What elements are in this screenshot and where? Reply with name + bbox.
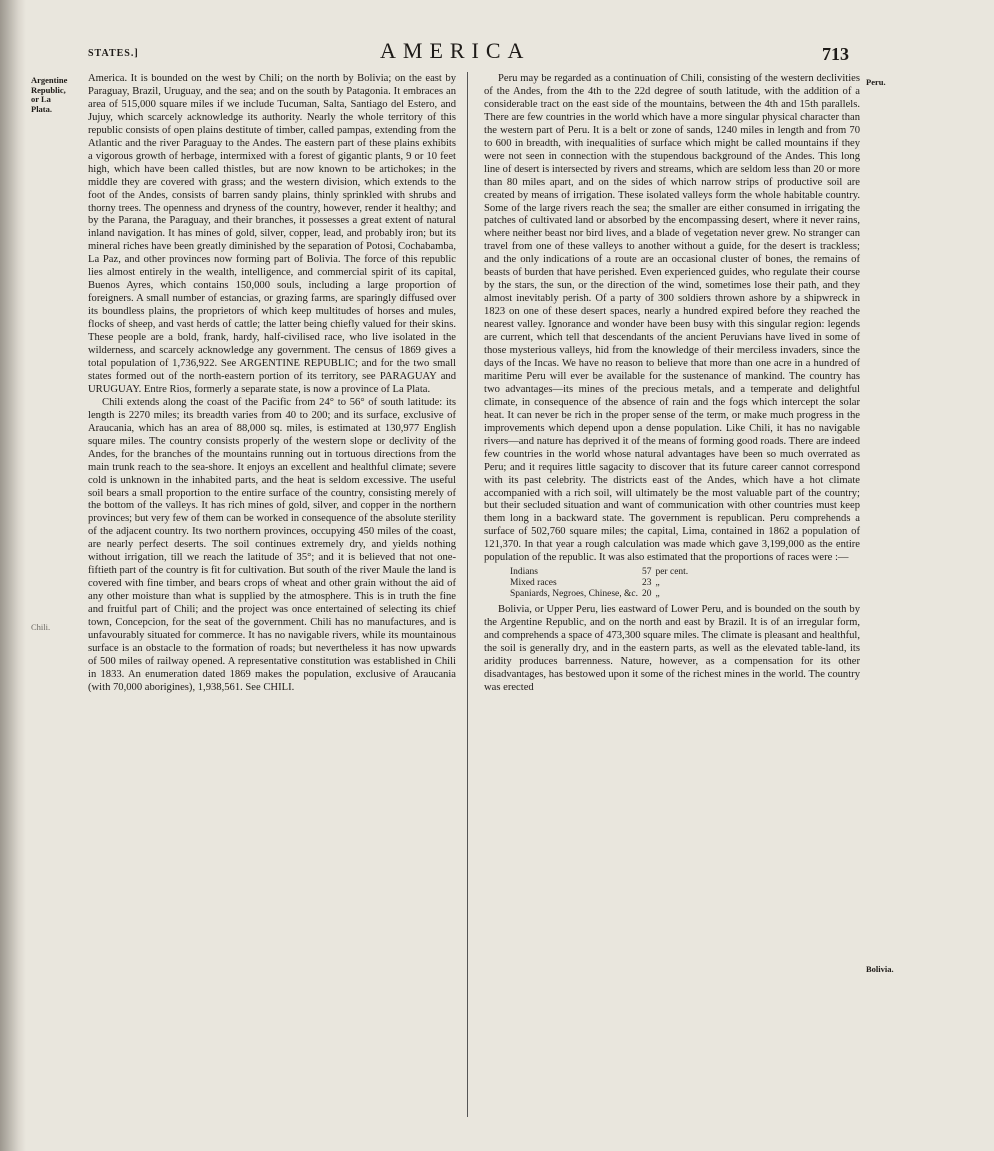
race-value: 20	[641, 589, 652, 600]
running-head-title: AMERICA	[380, 38, 531, 63]
margin-note-chili: Chili.	[31, 622, 51, 632]
margin-note-argentine: Argentine Republic, or La Plata.	[31, 75, 68, 114]
race-value: 23	[641, 578, 652, 589]
margin-note-peru: Peru.	[866, 77, 886, 87]
paragraph-peru: Peru may be regarded as a continuation of Chili, consisting of the western declivities of the Andes, from the 4th to the 22d degree of south latitude, with the addition of a considerable tract on the east side of the mountains, between the 4th and 15th parallels. There are few countries in the world which have a more singular physical character than the western part of Peru. It is a belt or zone of sands, 1240 miles in length and from 70 to 600 in breadth, with inequalities of surface which might be called mountains if they were not seen in connection with the stupendous background of the Andes. This long line of desert is intersected by rivers and streams, which are seldom less than 20 or more than 80 miles apart, and on the sides of which narrow strips of productive soil are created by means of irrigation. These isolated valleys form the whole habitable country. Some of the large rivers reach the sea; the smaller are either consumed in irrigating the patches of cultivated land or absorbed by the encompassing desert, where it never rains, where neither beast nor bird lives, and a blade of vegetation never grew. No stranger can travel from one of these valleys to another without a guide, for the desert is trackless; and the only indications of a route are an occasional cluster of bones, the remains of beasts of burden that have perished. Even experienced guides, who regulate their course by the stars, the sun, or the direction of the wind, sometimes lose their path, and they almost inevitably perish. Of a party of 300 soldiers thrown ashore by a shipwreck in 1823 on one of these desert spaces, nearly a hundred expired before they reached the nearest valley. Ignorance and wonder have been busy with this singular region: legends are current, which tell that descendants of the ancient Peruvians have lived in some of those mysterious valleys, hid from the knowledge of their merciless invaders, since the days of the Incas. We have no reason to believe that more than one acre in a hundred of maritime Peru will ever be available for the sustenance of mankind. The country has two advantages—its mines of the precious metals, and a temperate and delightful climate, in consequence of the absence of rain and the fogs which intercept the solar heat. It can never be rich in the proper sense of the term, or make much progress in the improvements which depend upon a dense population. Like Chili, it has no navigable rivers—and nature has deprived it of the means of forming good roads. There are indeed few countries in the world whose natural advantages have been so much overrated as Peru; and it requires little sagacity to discover that its future career cannot correspond with its past celebrity. The districts east of the Andes, which have a hot climate accompanied with a rich soil, will ultimately be the most valuable part of the country; but their secluded situation and want of communication with other countries must keep them long in a backward state. The government is republican. Peru comprehends a surface of 502,760 square miles; the capital, Lima, contained in 1862 a population of 121,370. In that year a rough calculation was made which gave 3,199,000 as the entire population of the republic. It was also estimated that the proportions of races were :—	[484, 73, 860, 564]
running-head-left: STATES.]	[88, 48, 139, 59]
table-row	[510, 589, 692, 600]
race-name: Mixed races	[510, 578, 557, 589]
page-binding-shadow	[0, 0, 26, 1151]
table-row	[510, 578, 692, 589]
race-value: 57	[641, 567, 652, 578]
table-row	[510, 567, 692, 578]
race-unit: „	[655, 589, 660, 600]
races-table	[510, 567, 692, 600]
race-unit: „	[655, 578, 660, 589]
margin-note-bolivia: Bolivia.	[866, 964, 894, 974]
page-number: 713	[822, 44, 849, 64]
column-divider	[467, 72, 468, 1117]
paragraph-chili: Chili extends along the coast of the Pacific from 24° to 56° of south latitude: its length is 2270 miles; its breadth varies from 40 to 200; and its surface, exclusive of Araucania, which has an area of 88,000 sq. miles, is estimated at 130,977 English square miles. The country consists properly of the western slope or declivity of the Andes, for the branches of the mountains running out in tortuous directions from the main trunk reach to the sea-shore. It enjoys an excellent and healthful climate; severe cold is unknown in the inhabited parts, and the heat is seldom excessive. The useful soil bears a small proportion to the entire surface of the country, consisting merely of the bottom of the valleys. It has rich mines of gold, silver, and copper in the northern provinces; but very few of them can be worked in consequence of the absolute sterility of the adjacent country. Its two northern provinces, occupying 450 miles of the coast, are nearly perfect deserts. The soil continues extremely dry, and yields nothing without irrigation, till we reach the latitude of 35°; and it is believed that not one-fiftieth part of the country is fit for cultivation. But south of the river Maule the land is covered with fine timber, and bears crops of wheat and other grain without the aid of any other moisture than what is supplied by the atmosphere. This is in truth the fine and fruitful part of Chili; and the project was once entertained of selecting its chief town, Concepcion, for the seat of the government. Chili has no manufactures, and is unfavourably situated for commerce. It has no navigable rivers, while its mountainous surface is an obstacle to the formation of roads; but nevertheless it has now upwards of 500 miles of railway opened. A representative constitution was established in Chili in 1833. An enumeration dated 1869 makes the population, exclusive of Araucania (with 70,000 aborigines), 1,938,561. See CHILI.	[88, 396, 456, 693]
race-name: Spaniards, Negroes, Chinese, &c.	[510, 589, 638, 600]
right-column	[484, 73, 860, 695]
race-name: Indians	[510, 567, 538, 578]
race-unit: per cent.	[655, 567, 689, 578]
paragraph-argentine: America. It is bounded on the west by Chili; on the north by Bolivia; on the east by Paraguay, Brazil, Uruguay, and the sea; and on the south by Patagonia. It embraces an area of 515,000 square miles if we include Tucuman, Salta, Santiago del Estero, and Jujuy, which scarcely acknowledge its authority. Nearly the whole territory of this republic consists of open plains destitute of timber, called pampas, extending from the Atlantic and the river Paraguay to the Andes. The eastern part of these plains exhibits a vigorous growth of herbage, intermixed with a forest of gigantic plants, 9 or 10 feet high, which have been called thistles, but are now known to be artichokes; in the middle they are covered with grass; and the western division, which extends to the foot of the Andes, consists of barren sandy plains, thinly sprinkled with shrubs and thorny trees. The openness and dryness of the country, however, render it healthy; and by the Parana, the Paraguay, and their branches, it possesses a great extent of natural inland navigation. It has mines of gold, silver, copper, lead, and probably iron; but its mineral riches have been greatly diminished by the separation of Potosi, Cochabamba, La Paz, and other provinces now forming part of Bolivia. The force of this republic lies almost entirely in the wealth, intelligence, and commercial spirit of its capital, Buenos Ayres, which contains 150,000 souls, including a large proportion of foreigners. A small number of estancias, or grazing farms, are sparingly diffused over its boundless plains, the proprietors of which keep multitudes of horses and mules, flocks of sheep, and vast herds of cattle; the latter being chiefly valued for their skins. These people are a bold, frank, hardy, half-civilised race, who live isolated in the wilderness, and scarcely acknowledge any government. The census of 1869 gives a total population of 1,736,922. See ARGENTINE REPUBLIC; and for the two small states formed out of the north-eastern portion of its territory, see PARAGUAY and URUGUAY. Entre Rios, formerly a separate state, is now a province of La Plata.	[88, 73, 456, 395]
paragraph-bolivia: Bolivia, or Upper Peru, lies eastward of Lower Peru, and is bounded on the south by the Argentine Republic, and on the north and east by Brazil. It is of an irregular form, and comprehends a space of 473,300 square miles. The climate is pleasant and healthful, the soil is generally dry, and in the eastern parts, as well as the elevated table-land, its aridity produces barrenness. Nature, however, as a compensation for its other disadvantages, has bestowed upon it some of the richest mines in the world. The country was erected	[484, 604, 860, 693]
left-column	[88, 73, 456, 695]
